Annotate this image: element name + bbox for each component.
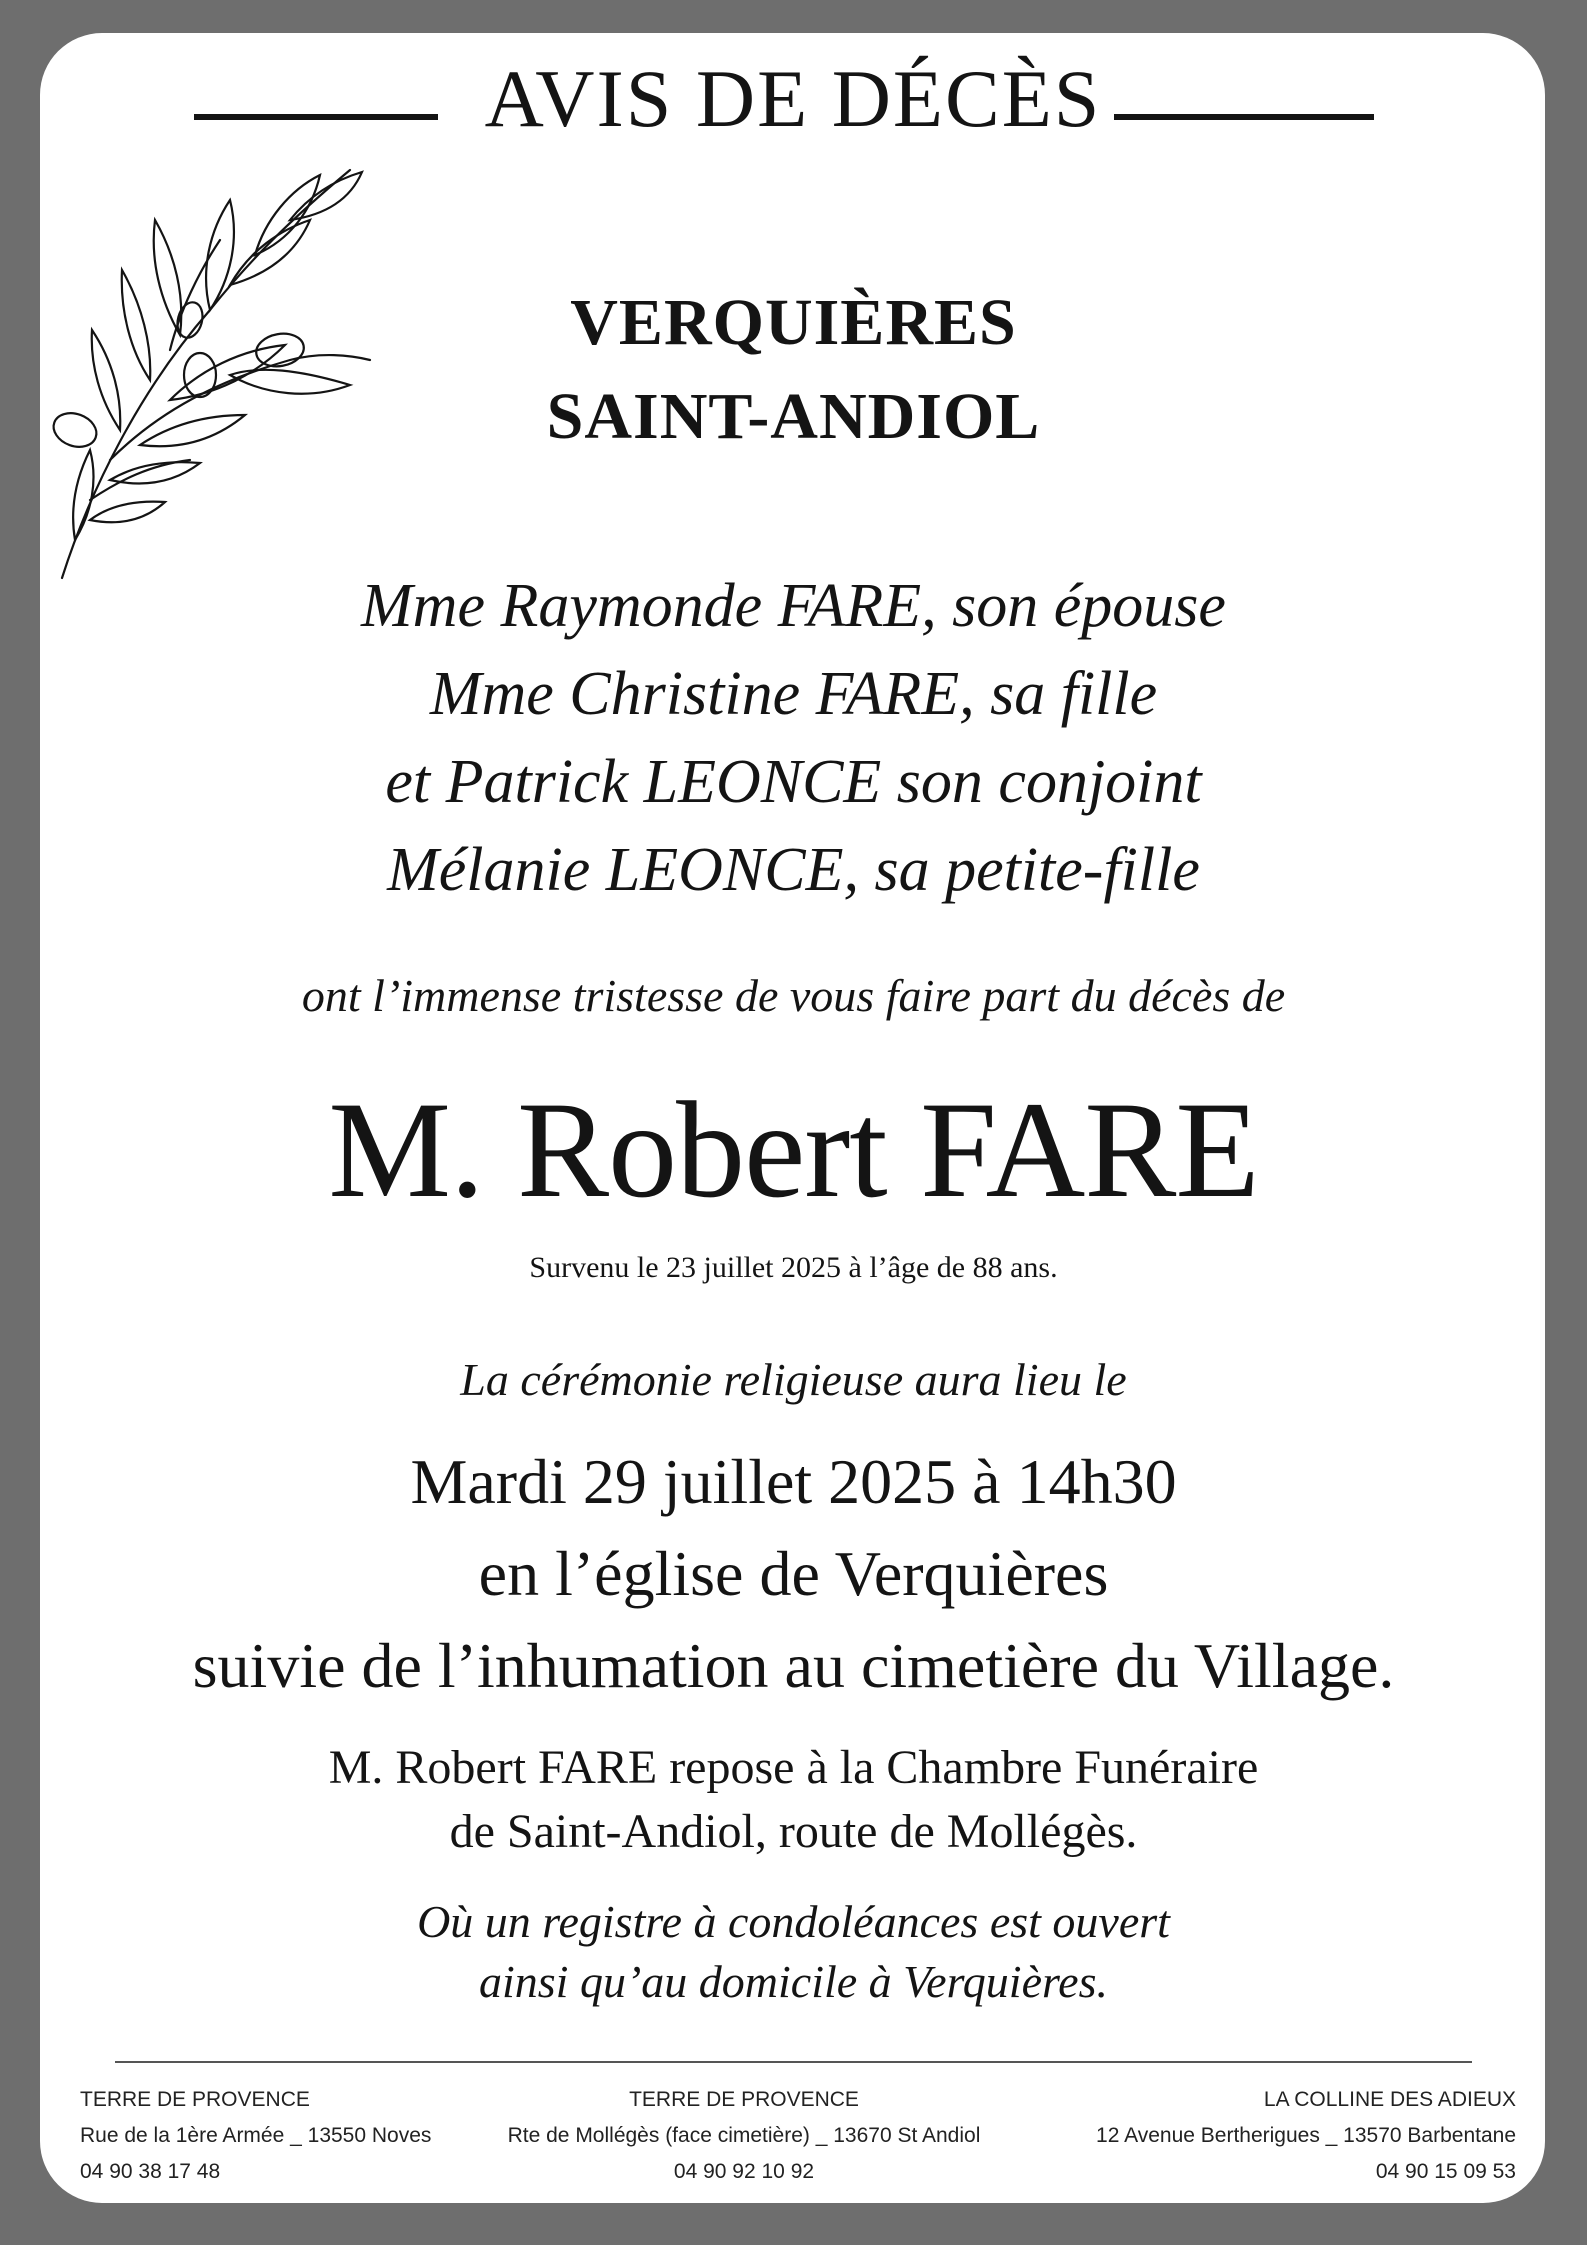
village-name: SAINT-ANDIOL: [546, 380, 1041, 453]
registre-line: Où un registre à condoléances est ouvert: [417, 1896, 1170, 1947]
agency-phone: 04 90 92 10 92: [673, 2160, 815, 2183]
agency-address: Rue de la 1ère Armée _ 13550 Noves: [80, 2124, 432, 2147]
deceased-details: Survenu le 23 juillet 2025 à l’âge de 88 ans.: [529, 1251, 1058, 1284]
ceremony-intro: La cérémonie religieuse aura lieu le: [460, 1354, 1127, 1405]
agency-phone: 04 90 15 09 53: [1375, 2160, 1516, 2183]
repose-line: M. Robert FARE repose à la Chambre Funéraire: [328, 1741, 1259, 1794]
footer-agency-barbentane: [1096, 2082, 1516, 2190]
ceremony-details: [0, 1436, 1587, 1712]
agency-name: LA COLLINE DES ADIEUX: [1263, 2088, 1516, 2111]
ceremony-line: suivie de l’inhumation au cimetière du Village.: [192, 1630, 1395, 1701]
header-rule-left: [194, 114, 438, 120]
agency-address: Rte de Mollégès (face cimetière) _ 13670 St Andiol: [507, 2124, 981, 2147]
family-member: Mme Raymonde FARE, son épouse: [361, 572, 1226, 640]
page-title: AVIS DE DÉCÈS: [484, 53, 1102, 144]
village-name: VERQUIÈRES: [570, 286, 1017, 359]
registre-text: [0, 1892, 1587, 2012]
family-list: [0, 562, 1587, 914]
announcement-text: ont l’immense tristesse de vous faire part du décès de: [301, 970, 1286, 1021]
deceased-name: M. Robert FARE: [328, 1073, 1259, 1226]
footer-agency-noves: [80, 2082, 431, 2190]
village-list: [0, 276, 1587, 464]
agency-phone: 04 90 38 17 48: [80, 2160, 221, 2183]
family-member: Mme Christine FARE, sa fille: [429, 660, 1158, 728]
footer-agency-st-andiol: [493, 2082, 995, 2190]
repose-text: [0, 1736, 1587, 1864]
agency-name: TERRE DE PROVENCE: [80, 2088, 310, 2111]
ceremony-line: Mardi 29 juillet 2025 à 14h30: [410, 1446, 1177, 1517]
family-member: et Patrick LEONCE son conjoint: [385, 748, 1202, 816]
ceremony-line: en l’église de Verquières: [478, 1538, 1109, 1609]
agency-address: 12 Avenue Bertherigues _ 13570 Barbentane: [1096, 2124, 1516, 2147]
repose-line: de Saint-Andiol, route de Mollégès.: [449, 1805, 1138, 1858]
family-member: Mélanie LEONCE, sa petite-fille: [387, 836, 1200, 904]
footer-divider: [115, 2061, 1472, 2063]
registre-line: ainsi qu’au domicile à Verquières.: [479, 1956, 1108, 2007]
agency-name: TERRE DE PROVENCE: [629, 2088, 859, 2111]
